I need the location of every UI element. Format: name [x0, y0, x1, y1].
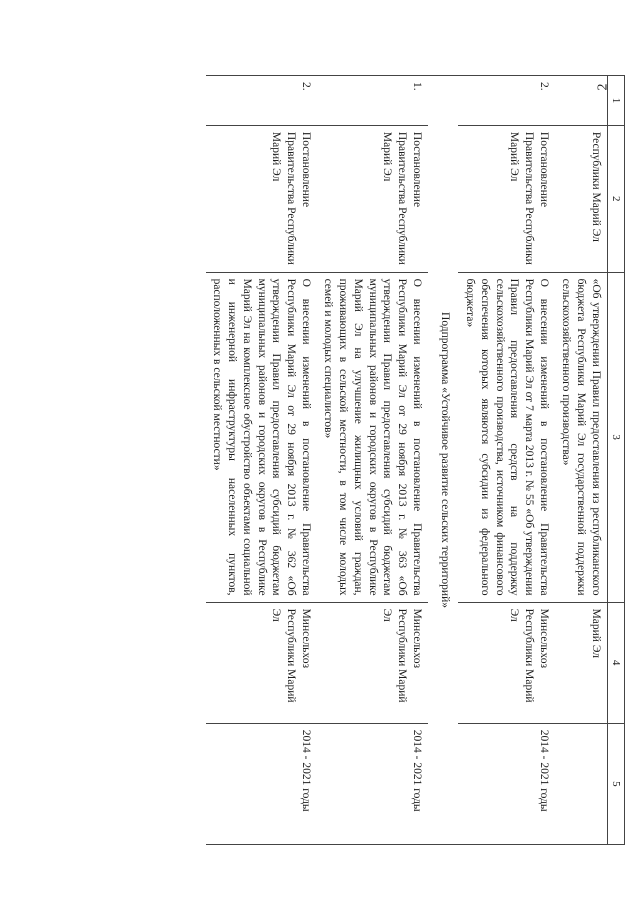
cell-type: Постановление Правительства Республики Марий Эл	[206, 125, 317, 272]
cell-period: 2014 - 2021 годы	[458, 723, 554, 844]
cell-period: 2014 - 2021 годы	[206, 723, 317, 844]
table-header-row	[607, 76, 624, 845]
cell-agency: Минсельхоз Республики Марий Эл	[458, 602, 554, 723]
header-col-5: 5	[607, 723, 624, 844]
cell-num	[555, 76, 608, 126]
subprogram-heading: Подпрограмма «Устойчивое развитие сельских территорий»	[428, 76, 459, 845]
cell-agency: Минсельхоз Республики Марий Эл	[206, 602, 317, 723]
cell-title: О внесении изменений в постановление Правительства Республики Марий Эл от 7 марта 2013 г. № 55 «Об утверждении Правил предоставления средств на поддержку сельскохозяйственного производства, источником финансового обеспечения которых являются субсидии из федерального бюджета»	[458, 272, 554, 602]
header-col-1: 1	[607, 76, 624, 126]
rotated-document	[105, 75, 625, 845]
header-col-3: 3	[607, 272, 624, 602]
cell-type: Республики Марий Эл	[555, 125, 608, 272]
cell-type: Постановление Правительства Республики Марий Эл	[317, 125, 428, 272]
cell-agency: Минсельхоз Республики Марий Эл	[317, 602, 428, 723]
cell-num: 1.	[317, 76, 428, 126]
table-row	[317, 76, 428, 845]
header-col-4: 4	[607, 602, 624, 723]
cell-num: 2.	[458, 76, 554, 126]
cell-agency: Марий Эл	[555, 602, 608, 723]
cell-period: 2014 - 2021 годы	[317, 723, 428, 844]
table-row	[458, 76, 554, 845]
cell-title: «Об утверждении Правил предоставления из республиканского бюджета Республики Марий Эл государственной поддержки сельскохозяйственного производства»	[555, 272, 608, 602]
cell-type: Постановление Правительства Республики Марий Эл	[458, 125, 554, 272]
page-number: 2	[595, 83, 611, 91]
cell-title: О внесении изменений в постановление Правительства Республики Марий Эл от 29 ноября 2013 г. № 362 «Об утверждении Правил предоставления субсидий бюджетам муниципальных районов и городских округов в Республике Марий Эл на комплексное обустройство объектами социальной и инженерной инфраструктуры населенных пунктов, расположенных в сельской местности»	[206, 272, 317, 602]
header-col-2: 2	[607, 125, 624, 272]
cell-title: О внесении изменений в постановление Правительства Республики Марий Эл от 29 ноября 2013 г. № 363 «Об утверждении Правил предоставления субсидий бюджетам муниципальных районов и городских округов в Республике Марий Эл на улучшение жилищных условий граждан, проживающих в сельской местности, в том числе молодых семей и молодых специалистов»	[317, 272, 428, 602]
cell-num: 2.	[206, 76, 317, 126]
measures-table	[206, 75, 625, 845]
table-row-continued	[555, 76, 608, 845]
cell-period	[555, 723, 608, 844]
table-row	[206, 76, 317, 845]
subprogram-row	[428, 76, 459, 845]
